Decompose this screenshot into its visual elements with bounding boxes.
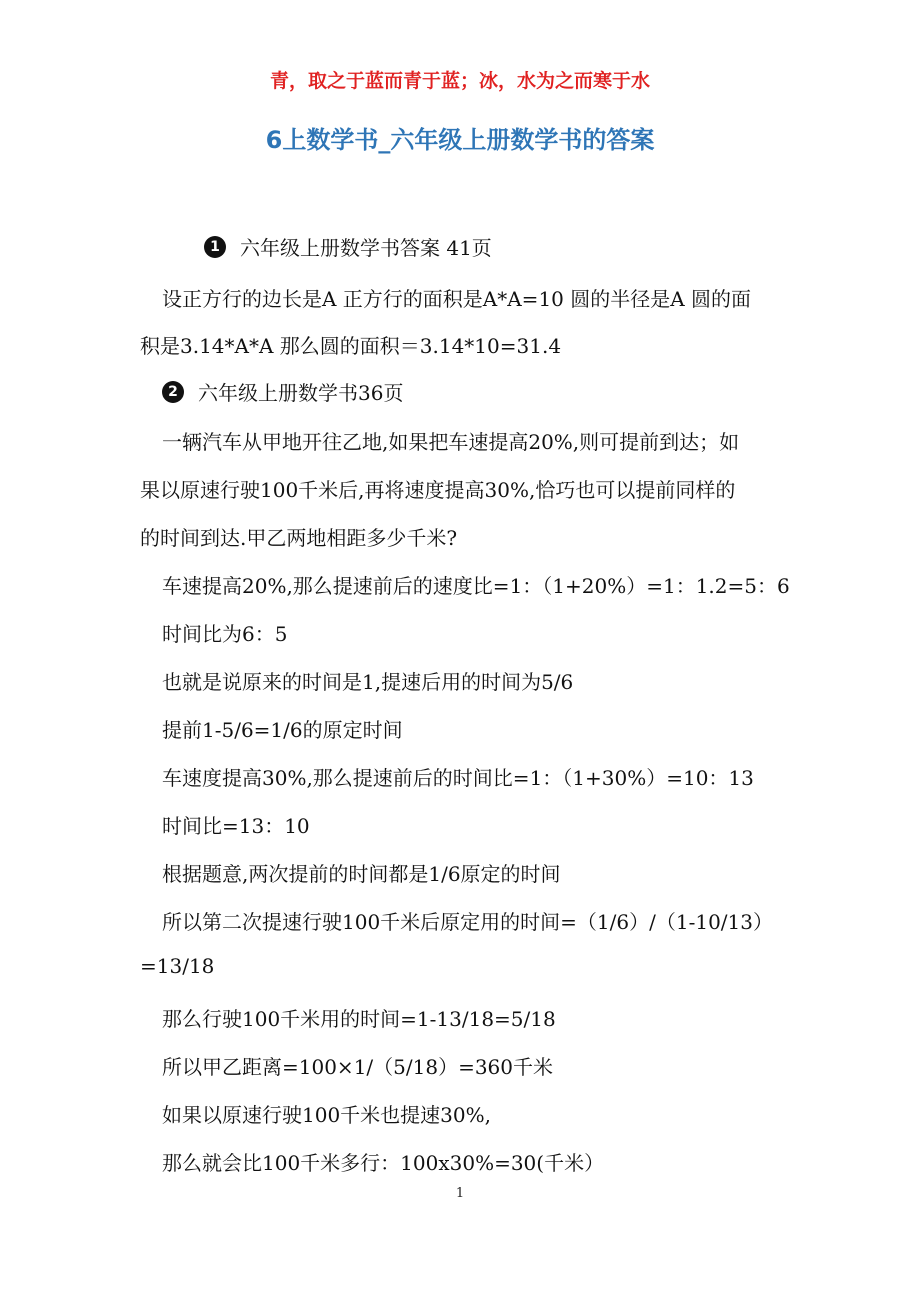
page-number: 1 — [455, 1186, 465, 1201]
page-title: 6上数学书_六年级上册数学书的答案 — [265, 126, 655, 154]
paragraph-line: 时间比为6：5 — [162, 622, 288, 646]
paragraph-line: =13/18 — [140, 954, 215, 978]
paragraph-line: 车速度提高30%,那么提速前后的时间比=1：（1+30%）=10：13 — [162, 766, 754, 790]
paragraph-line: 所以甲乙距离=100×1/（5/18）=360千米 — [162, 1055, 553, 1079]
paragraph-line: 提前1-5/6=1/6的原定时间 — [162, 718, 403, 742]
number-badge-2: 2 — [162, 381, 184, 403]
section-heading-2 — [162, 377, 403, 406]
paragraph-line: 积是3.14*A*A 那么圆的面积＝3.14*10=31.4 — [140, 334, 562, 358]
paragraph-line: 果以原速行驶100千米后,再将速度提高30%,恰巧也可以提前同样的 — [140, 478, 736, 502]
paragraph-line: 设正方行的边长是A 正方行的面积是A*A=10 圆的半径是A 圆的面 — [162, 287, 752, 311]
paragraph-line: 如果以原速行驶100千米也提速30%, — [162, 1103, 491, 1127]
paragraph-line: 也就是说原来的时间是1,提速后用的时间为5/6 — [162, 670, 574, 694]
section-heading-text: 六年级上册数学书36页 — [198, 381, 404, 405]
number-badge-1: 1 — [204, 236, 226, 258]
paragraph-line: 根据题意,两次提前的时间都是1/6原定的时间 — [162, 862, 561, 886]
paragraph-line: 所以第二次提速行驶100千米后原定用的时间=（1/6）/（1-10/13） — [162, 910, 773, 934]
section-heading-1 — [204, 232, 492, 261]
paragraph-line: 那么就会比100千米多行：100x30%=30(千米） — [162, 1151, 605, 1175]
paragraph-line: 的时间到达.甲乙两地相距多少千米? — [140, 526, 458, 550]
paragraph-line: 时间比=13：10 — [162, 814, 310, 838]
paragraph-line: 车速提高20%,那么提速前后的速度比=1：（1+20%）=1：1.2=5：6 — [162, 574, 790, 598]
paragraph-line: 一辆汽车从甲地开往乙地,如果把车速提高20%,则可提前到达；如 — [162, 430, 740, 454]
paragraph-line: 那么行驶100千米用的时间=1-13/18=5/18 — [162, 1007, 556, 1031]
header-motto: 青，取之于蓝而青于蓝；冰，水为之而寒于水 — [269, 70, 650, 92]
section-heading-text: 六年级上册数学书答案 41页 — [240, 236, 492, 260]
